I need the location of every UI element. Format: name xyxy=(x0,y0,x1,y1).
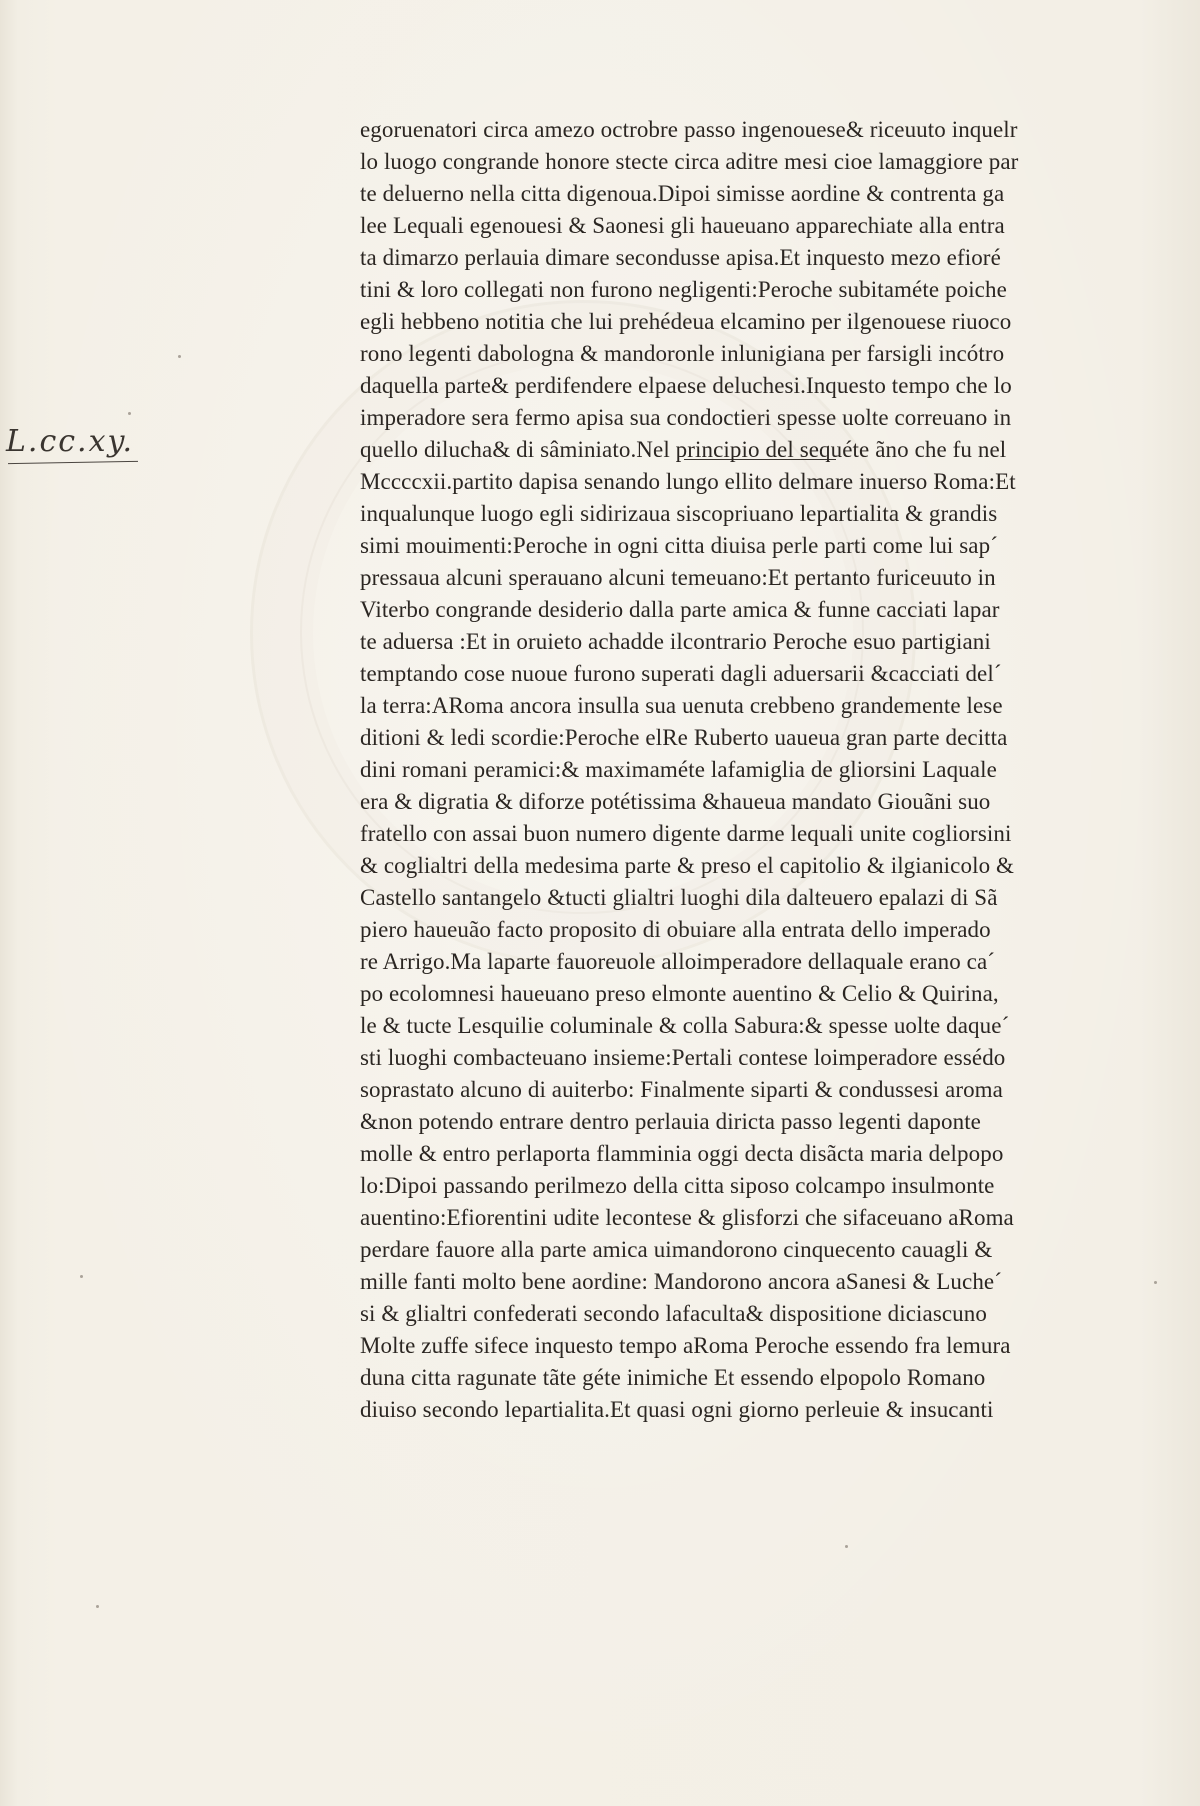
text-line: pressaua alcuni sperauano alcuni temeuano:Et pertanto furiceuuto in xyxy=(360,565,996,590)
text-line: quello dilucha& di sâminiato.Nel principio del sequéte ãno che fu nel xyxy=(360,437,1007,462)
text-line: egli hebbeno notitia che lui prehédeua elcamino per ilgenouese riuoco xyxy=(360,309,1012,334)
text-line: auentino:Efiorentini udite lecontese & glisforzi che sifaceuano aRoma xyxy=(360,1205,1014,1230)
text-line: Mccccxii.partito dapisa senando lungo ellito delmare inuerso Roma:Et xyxy=(360,469,1016,494)
text-line: temptando cose nuoue furono superati dagli aduersarii &cacciati del´ xyxy=(360,661,1002,686)
paper-speck xyxy=(96,1605,99,1608)
text-line: diuiso secondo lepartialita.Et quasi ogni giorno perleuie & insucanti xyxy=(360,1397,994,1422)
text-line: Molte zuffe sifece inquesto tempo aRoma Peroche essendo fra lemura xyxy=(360,1333,1011,1358)
paper-speck xyxy=(128,412,131,415)
text-line: era & digratia & diforze potétissima &haueua mandato Giouãni suo xyxy=(360,789,991,814)
text-line: perdare fauore alla parte amica uimandorono cinquecento cauagli & xyxy=(360,1237,993,1262)
text-line: dini romani peramici:& maximaméte lafamiglia de gliorsini Laquale xyxy=(360,757,997,782)
paper-speck xyxy=(178,355,181,358)
printed-text-block xyxy=(360,114,1100,1426)
text-line: si & glialtri confederati secondo lafaculta& dispositione diciascuno xyxy=(360,1301,987,1326)
text-line: te deluerno nella citta digenoua.Dipoi simisse aordine & contrenta ga xyxy=(360,181,1005,206)
text-line: molle & entro perlaporta flamminia oggi decta disãcta maria delpopo xyxy=(360,1141,1004,1166)
text-line: inqualunque luogo egli sidirizaua siscopriuano lepartialita & grandis xyxy=(360,501,998,526)
text-line: Castello santangelo &tucti glialtri luoghi dila dalteuero epalazi di Sã xyxy=(360,885,998,910)
text-line: le & tucte Lesquilie columinale & colla Sabura:& spesse uolte daque´ xyxy=(360,1013,1010,1038)
text-line: lo:Dipoi passando perilmezo della citta siposo colcampo insulmonte xyxy=(360,1173,995,1198)
paper-speck xyxy=(845,1545,848,1548)
text-line: sti luoghi combacteuano insieme:Pertali contese loimperadore essédo xyxy=(360,1045,1006,1070)
text-line: lo luogo congrande honore stecte circa aditre mesi cioe lamaggiore par xyxy=(360,149,1019,174)
margin-annotation: L.cc.xy. xyxy=(6,424,135,459)
text-line: egoruenatori circa amezo octrobre passo ingenouese& riceuuto inquelr xyxy=(360,117,1018,142)
text-line: po ecolomnesi haueuano preso elmonte auentino & Celio & Quirina, xyxy=(360,981,999,1006)
text-line: te aduersa :Et in oruieto achadde ilcontrario Peroche esuo partigiani xyxy=(360,629,991,654)
text-line: fratello con assai buon numero digente darme lequali unite cogliorsini xyxy=(360,821,1012,846)
text-line: la terra:ARoma ancora insulla sua uenuta crebbeno grandemente lese xyxy=(360,693,1003,718)
text-line: soprastato alcuno di auiterbo: Finalmente siparti & condussesi aroma xyxy=(360,1077,1003,1102)
text-line: duna citta ragunate tãte géte inimiche Et essendo elpopolo Romano xyxy=(360,1365,986,1390)
text-line: imperadore sera fermo apisa sua condoctieri spesse uolte correuano in xyxy=(360,405,1012,430)
text-line: & coglialtri della medesima parte & preso el capitolio & ilgianicolo & xyxy=(360,853,1015,878)
text-line: lee Lequali egenouesi & Saonesi gli haueuano apparechiate alla entra xyxy=(360,213,1005,238)
paper-speck xyxy=(1154,1281,1157,1284)
text-line: mille fanti molto bene aordine: Mandorono ancora aSanesi & Luche´ xyxy=(360,1269,1002,1294)
paper-speck xyxy=(80,1275,83,1278)
text-line: ta dimarzo perlauia dimare secondusse apisa.Et inquesto mezo efioré xyxy=(360,245,1001,270)
text-line: daquella parte& perdifendere elpaese deluchesi.Inquesto tempo che lo xyxy=(360,373,1012,398)
margin-annotation-rule xyxy=(8,461,138,464)
text-line: Viterbo congrande desiderio dalla parte amica & funne cacciati lapar xyxy=(360,597,1000,622)
text-line: re Arrigo.Ma laparte fauoreuole alloimperadore dellaquale erano ca´ xyxy=(360,949,996,974)
text-line: simi mouimenti:Peroche in ogni citta diuisa perle parti come lui sap´ xyxy=(360,533,998,558)
text-line: piero haueuão facto proposito di obuiare alla entrata dello imperado xyxy=(360,917,991,942)
text-line: ditioni & ledi scordie:Peroche elRe Ruberto uaueua gran parte decitta xyxy=(360,725,1008,750)
text-line: tini & loro collegati non furono negligenti:Peroche subitaméte poiche xyxy=(360,277,1007,302)
text-line: rono legenti dabologna & mandoronle inlunigiana per farsigli incótro xyxy=(360,341,1005,366)
text-line: &non potendo entrare dentro perlauia diricta passo legenti daponte xyxy=(360,1109,981,1134)
